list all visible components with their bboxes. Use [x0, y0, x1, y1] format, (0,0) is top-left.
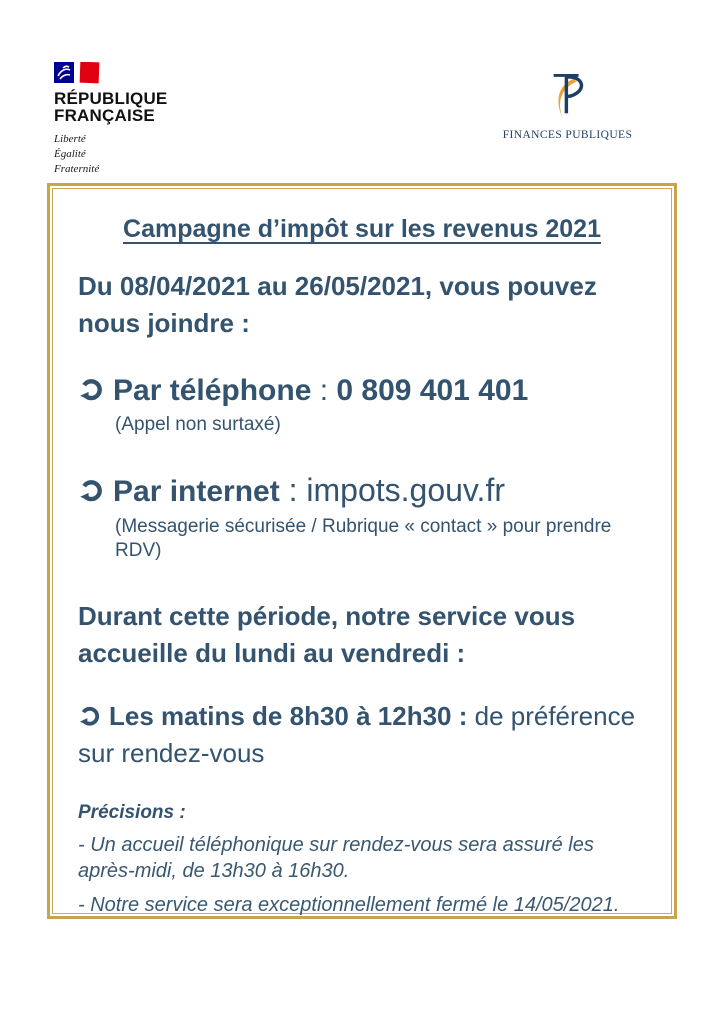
mornings-rest: de préférence sur rendez-vous — [78, 700, 636, 768]
notice-title: Campagne d’impôt sur les revenus 2021 — [123, 215, 601, 243]
mornings-bullet — [78, 698, 646, 772]
rf-motto-fraternite: Fraternité — [54, 163, 100, 176]
mornings-bold: Les matins de 8h30 à 12h30 : — [109, 700, 468, 731]
french-flag-icon — [54, 62, 101, 86]
rf-motto — [54, 132, 167, 178]
phone-label: Par téléphone — [113, 373, 312, 407]
internet-separator: : — [279, 472, 307, 508]
finances-publiques-logo — [495, 72, 640, 141]
internet-bullet — [78, 470, 646, 511]
fp-monogram-icon — [545, 72, 591, 122]
curved-arrow-icon — [78, 705, 101, 728]
rf-motto-egalite: Égalité — [54, 148, 86, 161]
phone-bullet — [78, 372, 646, 410]
internet-note: (Messagerie sécurisée / Rubrique « contact » pour prendre RDV) — [115, 515, 612, 562]
notice-box — [47, 183, 677, 919]
rf-motto-liberte: Liberté — [54, 132, 86, 145]
curved-arrow-icon — [78, 377, 104, 403]
notice-content — [52, 188, 672, 914]
precision-item-2: - Notre service sera exceptionnellement fermé le 14/05/2021. — [78, 893, 620, 916]
internet-label: Par internet — [113, 475, 280, 508]
curved-arrow-icon — [78, 478, 104, 504]
precisions-title: Précisions : — [78, 801, 186, 823]
fp-wordmark: FINANCES PUBLIQUES — [502, 129, 633, 141]
rf-wordmark-line1: RÉPUBLIQUE — [54, 89, 168, 108]
internet-value: impots.gouv.fr — [306, 472, 505, 508]
phone-note: (Appel non surtaxé) — [115, 414, 281, 436]
phone-separator: : — [311, 373, 337, 407]
intro-text: Du 08/04/2021 au 26/05/2021, vous pouvez nous joindre : — [78, 271, 597, 338]
period-text: Durant cette période, notre service vous accueille du lundi au vendredi : — [78, 600, 576, 668]
republique-francaise-logo — [54, 62, 167, 178]
phone-number: 0 809 401 401 — [336, 373, 529, 407]
precision-item-1: - Un accueil téléphonique sur rendez-vous sera assuré les après-midi, de 13h30 à 16h30. — [78, 833, 594, 882]
rf-wordmark-line2: FRANÇAISE — [54, 106, 155, 126]
